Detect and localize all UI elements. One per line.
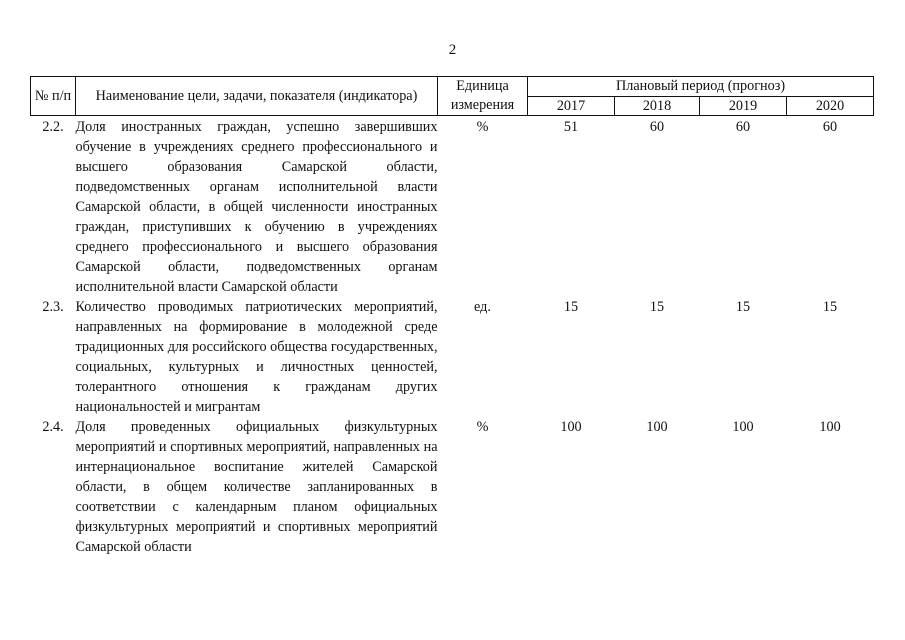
page-number: 2 <box>448 42 457 58</box>
table-row <box>31 417 874 557</box>
row-name: Доля проведенных официальных физкультурных мероприятий и спортивных мероприятий, направленных на интернациональное воспитание жителей Самарской области, в общем количестве запланированных в соответствии с календарным планом официальных физкультурных мероприятий и спортивных мероприятий Самарской области <box>75 419 438 555</box>
row-value-2018: 15 <box>649 299 665 315</box>
row-unit: % <box>476 419 489 435</box>
row-value-2018: 60 <box>649 119 665 135</box>
header-unit: Единица измерения <box>438 77 528 116</box>
row-value-2020: 60 <box>822 119 838 135</box>
header-number: № п/п <box>31 77 76 116</box>
row-unit: ед. <box>474 299 491 315</box>
row-name: Количество проводимых патриотических мероприятий, направленных на формирование в молодежной среде традиционных для российского общества государственных, социальных, культурных и личностных ценностей, толерантного отношения к гражданам других национальностей и мигрантам <box>75 299 438 415</box>
row-number: 2.4. <box>42 419 64 435</box>
row-value-2019: 100 <box>732 419 754 435</box>
header-year: 2017 <box>528 96 615 116</box>
header-year: 2018 <box>615 96 700 116</box>
row-value-2017: 15 <box>563 299 579 315</box>
row-value-2019: 60 <box>735 119 751 135</box>
row-value-2018: 100 <box>646 419 668 435</box>
row-unit: % <box>476 119 489 135</box>
row-value-2020: 100 <box>819 419 841 435</box>
table-body <box>31 116 874 558</box>
row-number: 2.3. <box>42 299 64 315</box>
header-year: 2019 <box>700 96 787 116</box>
table-row <box>31 116 874 298</box>
row-name: Доля иностранных граждан, успешно завершивших обучение в учреждениях среднего профессионального и высшего образования Самарской области, подведомственных органам исполнительной власти Самарской области, в общей численности иностранных граждан, приступивших к обучению в учреждениях среднего профессионального и высшего образования Самарской области, подведомственных органам исполнительной власти Самарской области <box>75 119 438 295</box>
table-row <box>31 297 874 417</box>
header-period: Плановый период (прогноз) <box>528 77 874 97</box>
table-header <box>31 77 874 116</box>
row-value-2020: 15 <box>822 299 838 315</box>
header-year: 2020 <box>787 96 874 116</box>
header-name: Наименование цели, задачи, показателя (индикатора) <box>76 77 438 116</box>
row-value-2017: 100 <box>560 419 582 435</box>
row-number: 2.2. <box>42 119 64 135</box>
indicators-table <box>30 76 874 557</box>
row-value-2017: 51 <box>563 119 579 135</box>
row-value-2019: 15 <box>735 299 751 315</box>
